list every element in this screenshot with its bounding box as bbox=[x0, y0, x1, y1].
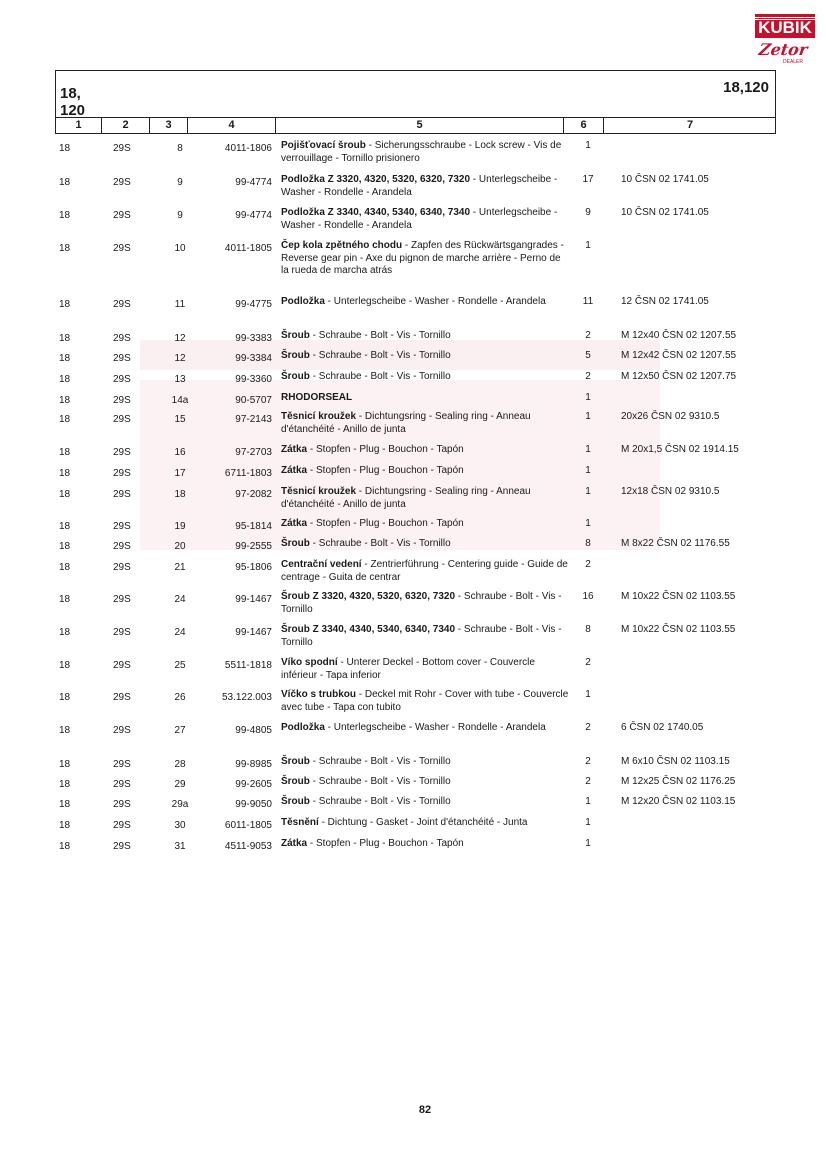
row-description bbox=[281, 591, 571, 616]
row-part-number: 99-8985 bbox=[235, 759, 272, 770]
row-part-name: Zátka bbox=[281, 518, 308, 529]
row-part-number: 99-1467 bbox=[235, 627, 272, 638]
row-col2: 29S bbox=[113, 820, 131, 831]
row-quantity: 1 bbox=[585, 518, 591, 529]
row-position: 10 bbox=[174, 243, 186, 254]
row-quantity: 2 bbox=[585, 559, 591, 570]
row-col1: 18 bbox=[59, 820, 71, 831]
row-part-name: Šroub Z 3340, 4340, 5340, 6340, 7340 bbox=[281, 624, 456, 635]
row-quantity: 1 bbox=[585, 444, 591, 455]
row-position: 14a bbox=[171, 395, 189, 406]
row-quantity: 2 bbox=[585, 330, 591, 341]
row-position: 26 bbox=[174, 692, 186, 703]
row-part-translations: - Stopfen - Plug - Bouchon - Tapón bbox=[307, 465, 464, 476]
row-position: 12 bbox=[174, 333, 186, 344]
row-part-number: 99-9050 bbox=[235, 799, 272, 810]
row-part-translations: - Schraube - Bolt - Vis - Tornillo bbox=[281, 624, 562, 648]
row-part-number: 90-5707 bbox=[235, 395, 272, 406]
row-col1: 18 bbox=[59, 521, 71, 532]
row-position: 27 bbox=[174, 725, 186, 736]
column-header-1: 1 bbox=[56, 118, 102, 133]
row-part-name: Čep kola zpětného chodu bbox=[281, 240, 403, 251]
row-part-number: 97-2082 bbox=[235, 489, 272, 500]
row-part-name: Zátka bbox=[281, 838, 308, 849]
row-description bbox=[281, 486, 571, 511]
row-description bbox=[281, 559, 571, 584]
row-part-name: Podložka bbox=[281, 296, 325, 307]
row-position: 29a bbox=[171, 799, 189, 810]
row-part-name: Podložka Z 3320, 4320, 5320, 6320, 7320 bbox=[281, 174, 471, 185]
row-col2: 29S bbox=[113, 414, 131, 425]
row-part-number: 4011-1806 bbox=[224, 143, 272, 154]
row-description bbox=[281, 392, 571, 405]
row-col1: 18 bbox=[59, 627, 71, 638]
row-col2: 29S bbox=[113, 143, 131, 154]
row-part-name: Víko spodní bbox=[281, 657, 338, 668]
row-part-number: 99-2555 bbox=[235, 541, 272, 552]
row-col2: 29S bbox=[113, 627, 131, 638]
row-col1: 18 bbox=[59, 759, 71, 770]
row-part-number: 97-2143 bbox=[235, 414, 272, 425]
row-quantity: 1 bbox=[585, 392, 591, 403]
row-description bbox=[281, 796, 571, 809]
row-part-translations: - Schraube - Bolt - Vis - Tornillo bbox=[309, 776, 451, 787]
row-part-translations: - Schraube - Bolt - Vis - Tornillo bbox=[309, 796, 451, 807]
section-code-right: 18,120 bbox=[723, 79, 769, 96]
row-quantity: 1 bbox=[585, 240, 591, 251]
row-part-name: Šroub bbox=[281, 756, 310, 767]
row-col2: 29S bbox=[113, 489, 131, 500]
row-position: 30 bbox=[174, 820, 186, 831]
row-col2: 29S bbox=[113, 299, 131, 310]
row-part-translations: - Stopfen - Plug - Bouchon - Tapón bbox=[307, 444, 464, 455]
row-part-translations: - Zentrierführung - Centering guide - Guide de centrage - Guita de centrar bbox=[281, 559, 568, 583]
row-part-translations: - Stopfen - Plug - Bouchon - Tapón bbox=[307, 838, 464, 849]
row-part-number: 99-4774 bbox=[235, 177, 272, 188]
row-position: 12 bbox=[174, 353, 186, 364]
row-col1: 18 bbox=[59, 243, 71, 254]
row-quantity: 2 bbox=[585, 722, 591, 733]
row-part-name: Šroub bbox=[281, 796, 310, 807]
row-col1: 18 bbox=[59, 541, 71, 552]
row-part-number: 99-4774 bbox=[235, 210, 272, 221]
logo-kubik-text: KUBIK bbox=[755, 14, 815, 38]
row-quantity: 1 bbox=[585, 140, 591, 151]
row-position: 20 bbox=[174, 541, 186, 552]
row-part-translations: - Unterlegscheibe - Washer - Rondelle - Arandela bbox=[281, 174, 558, 198]
row-part-translations: - Schraube - Bolt - Vis - Tornillo bbox=[281, 591, 562, 615]
row-description bbox=[281, 624, 571, 649]
row-col1: 18 bbox=[59, 447, 71, 458]
row-quantity: 1 bbox=[585, 486, 591, 497]
row-quantity: 2 bbox=[585, 756, 591, 767]
row-quantity: 11 bbox=[582, 296, 594, 307]
logo-dealer-text: DEALER bbox=[783, 59, 804, 65]
row-description bbox=[281, 689, 571, 714]
row-col1: 18 bbox=[59, 725, 71, 736]
row-quantity: 2 bbox=[585, 776, 591, 787]
row-part-number: 4511-9053 bbox=[224, 841, 272, 852]
row-quantity: 1 bbox=[585, 689, 591, 700]
row-part-name: Podložka Z 3340, 4340, 5340, 6340, 7340 bbox=[281, 207, 471, 218]
row-part-number: 99-2605 bbox=[235, 779, 272, 790]
row-col2: 29S bbox=[113, 468, 131, 479]
row-quantity: 1 bbox=[585, 838, 591, 849]
row-col1: 18 bbox=[59, 468, 71, 479]
row-col2: 29S bbox=[113, 521, 131, 532]
row-part-number: 95-1814 bbox=[235, 521, 272, 532]
row-description bbox=[281, 657, 571, 682]
row-quantity: 17 bbox=[582, 174, 594, 185]
row-standard-note: M 12x42 ČSN 02 1207.55 bbox=[621, 350, 737, 361]
row-part-translations: - Dichtungsring - Sealing ring - Anneau d'étanchéité - Anillo de junta bbox=[281, 486, 531, 510]
column-header-2: 2 bbox=[102, 118, 150, 133]
row-part-translations: - Unterlegscheibe - Washer - Rondelle - Arandela bbox=[281, 207, 558, 231]
row-description bbox=[281, 296, 571, 309]
column-header-5: 5 bbox=[276, 118, 564, 133]
row-part-number: 6011-1805 bbox=[224, 820, 272, 831]
row-col1: 18 bbox=[59, 143, 71, 154]
row-quantity: 5 bbox=[585, 350, 591, 361]
row-description bbox=[281, 776, 571, 789]
row-description bbox=[281, 518, 571, 531]
row-part-number: 99-1467 bbox=[235, 594, 272, 605]
row-quantity: 1 bbox=[585, 817, 591, 828]
row-col1: 18 bbox=[59, 660, 71, 671]
row-standard-note: 10 ČSN 02 1741.05 bbox=[621, 174, 709, 185]
row-position: 24 bbox=[174, 594, 186, 605]
row-position: 18 bbox=[174, 489, 186, 500]
row-position: 17 bbox=[174, 468, 186, 479]
row-col2: 29S bbox=[113, 353, 131, 364]
row-col2: 29S bbox=[113, 374, 131, 385]
row-col2: 29S bbox=[113, 210, 131, 221]
row-position: 24 bbox=[174, 627, 186, 638]
row-part-name: Pojišťovací šroub bbox=[281, 140, 366, 151]
row-standard-note: M 12x25 ČSN 02 1176.25 bbox=[621, 776, 736, 787]
page-number: 82 bbox=[418, 1104, 432, 1116]
row-quantity: 8 bbox=[585, 538, 591, 549]
row-description bbox=[281, 444, 571, 457]
row-part-name: Šroub bbox=[281, 538, 310, 549]
column-header-row bbox=[55, 118, 776, 134]
row-part-number: 6711-1803 bbox=[224, 468, 272, 479]
row-part-number: 53.122.003 bbox=[221, 692, 272, 703]
row-standard-note: M 20x1,5 ČSN 02 1914.15 bbox=[621, 444, 739, 455]
row-part-name: Víčko s trubkou bbox=[281, 689, 357, 700]
row-description bbox=[281, 756, 571, 769]
column-header-6: 6 bbox=[564, 118, 604, 133]
row-part-name: Šroub Z 3320, 4320, 5320, 6320, 7320 bbox=[281, 591, 456, 602]
row-col2: 29S bbox=[113, 541, 131, 552]
row-col1: 18 bbox=[59, 177, 71, 188]
row-col2: 29S bbox=[113, 759, 131, 770]
row-col2: 29S bbox=[113, 447, 131, 458]
column-header-4: 4 bbox=[188, 118, 276, 133]
row-description bbox=[281, 207, 571, 232]
row-quantity: 1 bbox=[585, 465, 591, 476]
row-standard-note: M 10x22 ČSN 02 1103.55 bbox=[621, 624, 736, 635]
row-description bbox=[281, 174, 571, 199]
row-part-number: 5511-1818 bbox=[224, 660, 272, 671]
row-part-translations: - Deckel mit Rohr - Cover with tube - Couvercle avec tube - Tapa con tubito bbox=[281, 689, 569, 713]
row-col2: 29S bbox=[113, 177, 131, 188]
row-quantity: 8 bbox=[585, 624, 591, 635]
row-description bbox=[281, 817, 571, 830]
logo-stripes bbox=[755, 17, 815, 20]
row-part-name: Centrační vedení bbox=[281, 559, 362, 570]
row-description bbox=[281, 240, 571, 278]
row-part-number: 95-1806 bbox=[235, 562, 272, 573]
section-header bbox=[55, 70, 776, 118]
row-standard-note: M 12x40 ČSN 02 1207.55 bbox=[621, 330, 737, 341]
row-position: 15 bbox=[174, 414, 186, 425]
section-code-left: 18, 120 bbox=[60, 85, 86, 119]
row-part-translations: - Schraube - Bolt - Vis - Tornillo bbox=[309, 756, 451, 767]
row-col1: 18 bbox=[59, 210, 71, 221]
row-part-number: 99-3383 bbox=[235, 333, 272, 344]
row-col2: 29S bbox=[113, 841, 131, 852]
row-col1: 18 bbox=[59, 799, 71, 810]
row-position: 19 bbox=[174, 521, 186, 532]
row-part-translations: - Schraube - Bolt - Vis - Tornillo bbox=[309, 371, 451, 382]
row-part-number: 99-4805 bbox=[235, 725, 272, 736]
row-quantity: 2 bbox=[585, 657, 591, 668]
row-part-number: 99-3384 bbox=[235, 353, 272, 364]
row-col2: 29S bbox=[113, 243, 131, 254]
row-col1: 18 bbox=[59, 562, 71, 573]
row-part-translations: - Dichtung - Gasket - Joint d'étanchéité - Junta bbox=[318, 817, 528, 828]
row-part-translations: - Schraube - Bolt - Vis - Tornillo bbox=[309, 538, 451, 549]
row-description bbox=[281, 465, 571, 478]
row-standard-note: M 12x20 ČSN 02 1103.15 bbox=[621, 796, 736, 807]
kubik-zetor-logo bbox=[755, 14, 815, 66]
row-position: 25 bbox=[174, 660, 186, 671]
row-description bbox=[281, 140, 571, 165]
row-col2: 29S bbox=[113, 594, 131, 605]
row-part-number: 97-2703 bbox=[235, 447, 272, 458]
row-part-name: Šroub bbox=[281, 350, 310, 361]
row-col2: 29S bbox=[113, 333, 131, 344]
row-part-name: Šroub bbox=[281, 371, 310, 382]
row-position: 29 bbox=[174, 779, 186, 790]
row-part-translations: - Zapfen des Rückwärtsgangrades - Reverse gear pin - Axe du pignon de marche arrière - Perno de la rueda de marcha atrás bbox=[281, 240, 564, 276]
row-part-name: Těsnění bbox=[281, 817, 319, 828]
row-standard-note: 20x26 ČSN 02 9310.5 bbox=[621, 411, 720, 422]
row-col2: 29S bbox=[113, 725, 131, 736]
row-col1: 18 bbox=[59, 841, 71, 852]
row-standard-note: M 10x22 ČSN 02 1103.55 bbox=[621, 591, 736, 602]
row-part-name: Zátka bbox=[281, 444, 308, 455]
row-col2: 29S bbox=[113, 562, 131, 573]
row-col1: 18 bbox=[59, 692, 71, 703]
row-part-translations: - Sicherungsschraube - Lock screw - Vis de verrouillage - Tornillo prisionero bbox=[281, 140, 562, 164]
row-quantity: 2 bbox=[585, 371, 591, 382]
row-description bbox=[281, 838, 571, 851]
row-description bbox=[281, 330, 571, 343]
row-position: 9 bbox=[177, 210, 183, 221]
row-part-name: Šroub bbox=[281, 330, 310, 341]
row-quantity: 1 bbox=[585, 796, 591, 807]
row-standard-note: M 6x10 ČSN 02 1103.15 bbox=[621, 756, 730, 767]
row-standard-note: M 8x22 ČSN 02 1176.55 bbox=[621, 538, 730, 549]
row-position: 8 bbox=[177, 143, 183, 154]
row-part-translations: - Unterlegscheibe - Washer - Rondelle - Arandela bbox=[324, 722, 546, 733]
row-standard-note: 10 ČSN 02 1741.05 bbox=[621, 207, 709, 218]
row-quantity: 9 bbox=[585, 207, 591, 218]
row-col1: 18 bbox=[59, 414, 71, 425]
column-header-3: 3 bbox=[150, 118, 188, 133]
row-position: 9 bbox=[177, 177, 183, 188]
row-col1: 18 bbox=[59, 395, 71, 406]
row-part-number: 99-4775 bbox=[235, 299, 272, 310]
row-part-translations: - Unterer Deckel - Bottom cover - Couvercle inférieur - Tapa inferior bbox=[281, 657, 535, 681]
row-position: 16 bbox=[174, 447, 186, 458]
row-col1: 18 bbox=[59, 374, 71, 385]
row-quantity: 1 bbox=[585, 411, 591, 422]
row-col1: 18 bbox=[59, 594, 71, 605]
row-part-name: Zátka bbox=[281, 465, 308, 476]
row-part-name: Podložka bbox=[281, 722, 325, 733]
row-quantity: 16 bbox=[582, 591, 594, 602]
row-part-translations: - Unterlegscheibe - Washer - Rondelle - Arandela bbox=[324, 296, 546, 307]
row-description bbox=[281, 411, 571, 436]
row-col1: 18 bbox=[59, 779, 71, 790]
column-header-7: 7 bbox=[686, 119, 694, 131]
row-description bbox=[281, 350, 571, 363]
row-col1: 18 bbox=[59, 299, 71, 310]
row-col2: 29S bbox=[113, 779, 131, 790]
row-col2: 29S bbox=[113, 692, 131, 703]
row-part-name: Těsnicí kroužek bbox=[281, 411, 357, 422]
logo-zetor-text: Zetor bbox=[757, 40, 809, 59]
row-col2: 29S bbox=[113, 660, 131, 671]
row-position: 28 bbox=[174, 759, 186, 770]
row-description bbox=[281, 371, 571, 384]
row-position: 31 bbox=[174, 841, 186, 852]
row-col1: 18 bbox=[59, 489, 71, 500]
row-col2: 29S bbox=[113, 395, 131, 406]
row-standard-note: 12 ČSN 02 1741.05 bbox=[621, 296, 709, 307]
row-part-translations: - Schraube - Bolt - Vis - Tornillo bbox=[309, 330, 451, 341]
row-part-translations: - Schraube - Bolt - Vis - Tornillo bbox=[309, 350, 451, 361]
row-part-number: 99-3360 bbox=[235, 374, 272, 385]
row-part-number: 4011-1805 bbox=[224, 243, 272, 254]
row-part-translations: - Stopfen - Plug - Bouchon - Tapón bbox=[307, 518, 464, 529]
row-part-name: Těsnicí kroužek bbox=[281, 486, 357, 497]
row-position: 11 bbox=[174, 299, 186, 310]
row-description bbox=[281, 722, 571, 735]
row-standard-note: 12x18 ČSN 02 9310.5 bbox=[621, 486, 720, 497]
row-position: 13 bbox=[174, 374, 186, 385]
row-part-name: Šroub bbox=[281, 776, 310, 787]
row-col1: 18 bbox=[59, 353, 71, 364]
row-standard-note: 6 ČSN 02 1740.05 bbox=[621, 722, 704, 733]
row-col1: 18 bbox=[59, 333, 71, 344]
row-description bbox=[281, 538, 571, 551]
row-part-translations: - Dichtungsring - Sealing ring - Anneau d'étanchéité - Anillo de junta bbox=[281, 411, 531, 435]
row-col2: 29S bbox=[113, 799, 131, 810]
row-position: 21 bbox=[174, 562, 186, 573]
row-standard-note: M 12x50 ČSN 02 1207.75 bbox=[621, 371, 737, 382]
row-part-name: RHODORSEAL bbox=[281, 392, 353, 403]
